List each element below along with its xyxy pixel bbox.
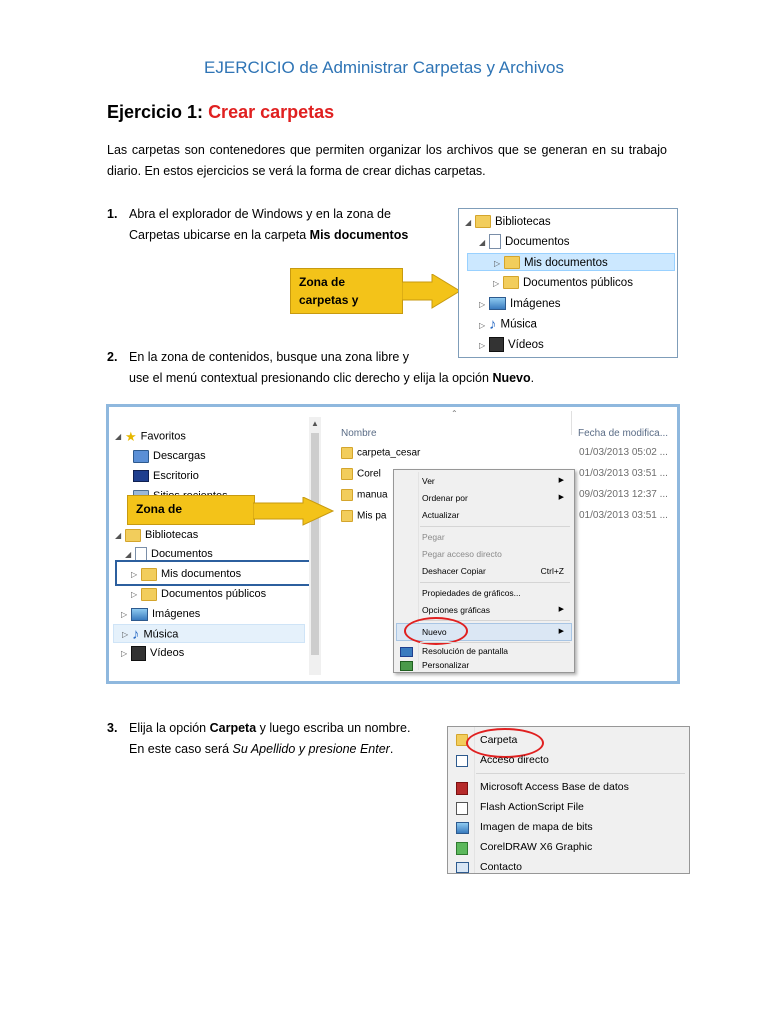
callout-zona-carpetas bbox=[290, 268, 465, 316]
exercise-heading-highlight: Crear carpetas bbox=[208, 102, 335, 122]
expanded-arrow-icon: ◢ bbox=[479, 238, 486, 247]
new-menu-carpeta[interactable]: Carpeta bbox=[480, 734, 518, 746]
file-date: 01/03/2013 03:51 ... bbox=[579, 468, 668, 479]
red-highlight-circle bbox=[404, 617, 468, 645]
menu-item-ordenar-por[interactable]: Ordenar por ▶ bbox=[422, 493, 564, 503]
submenu-arrow-icon: ▶ bbox=[558, 628, 564, 635]
step-2-number: 2. bbox=[107, 350, 118, 364]
step-2-line1: En la zona de contenidos, busque una zona libre y bbox=[129, 350, 410, 364]
step-2-line2: use el menú contextual presionando clic derecho y elija la opción Nuevo. bbox=[129, 371, 535, 385]
nav-favoritos[interactable]: ◢ ★ Favoritos bbox=[115, 429, 186, 444]
scroll-up-icon[interactable]: ▲ bbox=[311, 419, 319, 428]
file-date: 01/03/2013 03:51 ... bbox=[579, 510, 668, 521]
library-folder-icon bbox=[475, 215, 491, 228]
downloads-icon bbox=[133, 450, 149, 463]
folder-icon bbox=[341, 447, 353, 459]
new-menu-contacto[interactable]: Contacto bbox=[480, 861, 523, 873]
folder-icon bbox=[504, 256, 520, 269]
submenu-arrow-icon: ▶ bbox=[558, 477, 564, 484]
step-3-line2: En este caso será Su Apellido y presione Enter. bbox=[129, 742, 394, 756]
exercise-heading-prefix: Ejercicio 1: bbox=[107, 102, 204, 122]
folder-icon bbox=[503, 276, 519, 289]
menu-item-personalizar[interactable]: Personalizar bbox=[422, 660, 470, 670]
step-1-number: 1. bbox=[107, 207, 118, 221]
menu-item-opciones-graficas[interactable]: Opciones gráficas ▶ bbox=[422, 605, 564, 615]
menu-item-deshacer-copiar[interactable]: Deshacer Copiar Ctrl+Z bbox=[422, 566, 564, 576]
menu-item-actualizar[interactable]: Actualizar bbox=[422, 510, 460, 520]
column-divider bbox=[571, 411, 572, 435]
shortcut-label: Ctrl+Z bbox=[540, 566, 564, 576]
sort-up-icon: ⌃ bbox=[451, 409, 458, 418]
nav-imagenes[interactable]: ▷ Imágenes bbox=[121, 608, 201, 620]
nav-videos[interactable]: ▷ Vídeos bbox=[121, 647, 185, 659]
folder-icon bbox=[341, 489, 353, 501]
new-menu-bitmap[interactable]: Imagen de mapa de bits bbox=[480, 821, 593, 833]
nav-descargas[interactable]: Descargas bbox=[133, 447, 206, 466]
collapsed-arrow-icon: ▷ bbox=[494, 259, 501, 268]
submenu-arrow-icon: ▶ bbox=[558, 494, 564, 501]
collapsed-arrow-icon: ▷ bbox=[493, 279, 500, 288]
menu-item-nuevo[interactable]: Nuevo ▶ bbox=[422, 627, 564, 637]
nav-documentos-publicos[interactable]: ▷ Documentos públicos bbox=[131, 588, 267, 600]
tree-item-videos[interactable]: ▷ Vídeos bbox=[479, 336, 544, 355]
callout2-text: Zona de bbox=[127, 495, 255, 525]
file-date: 09/03/2013 12:37 ... bbox=[579, 489, 668, 500]
step-1-line2-text: Carpetas ubicarse en la carpeta bbox=[129, 228, 307, 242]
new-submenu bbox=[447, 726, 690, 874]
collapsed-arrow-icon: ▷ bbox=[479, 320, 486, 330]
file-row[interactable]: manua bbox=[341, 489, 388, 501]
folder-icon bbox=[341, 468, 353, 480]
menu-item-pegar-acceso-directo: Pegar acceso directo bbox=[422, 549, 502, 559]
column-fecha-header[interactable]: Fecha de modifica... bbox=[578, 428, 669, 439]
step-1-line2 bbox=[129, 225, 408, 246]
step-1-line1: Abra el explorador de Windows y en la zona de bbox=[129, 207, 391, 221]
tree-item-imagenes[interactable]: ▷ Imágenes bbox=[479, 295, 561, 314]
expanded-arrow-icon: ◢ bbox=[465, 218, 472, 227]
collapsed-arrow-icon: ▷ bbox=[479, 300, 486, 309]
step-3-line1: Elija la opción Carpeta y luego escriba un nombre. bbox=[129, 721, 411, 735]
nav-bibliotecas[interactable]: ◢ Bibliotecas bbox=[115, 529, 199, 541]
shortcut-icon bbox=[456, 755, 468, 767]
nav-scrollbar[interactable] bbox=[309, 417, 321, 675]
submenu-arrow-icon: ▶ bbox=[558, 606, 564, 613]
desktop-icon bbox=[133, 470, 149, 482]
step-3-number: 3. bbox=[107, 721, 118, 735]
nav-musica[interactable]: ▷ ♪ Música bbox=[113, 624, 305, 643]
collapsed-arrow-icon: ▷ bbox=[479, 341, 486, 350]
menu-item-ver[interactable]: Ver ▶ bbox=[422, 476, 564, 486]
folder-icon bbox=[341, 510, 353, 522]
new-menu-acceso-directo[interactable]: Acceso directo bbox=[480, 754, 549, 766]
step-1 bbox=[107, 204, 457, 248]
nav-mis-documentos[interactable]: ▷ Mis documentos bbox=[131, 568, 242, 580]
arrow-right-icon bbox=[402, 274, 462, 314]
file-row[interactable]: Corel bbox=[341, 468, 381, 480]
folder-icon bbox=[141, 588, 157, 601]
new-menu-flash[interactable]: Flash ActionScript File bbox=[480, 801, 584, 813]
file-row[interactable]: Mis pa bbox=[341, 510, 386, 522]
step-2 bbox=[107, 347, 667, 391]
callout1-line1: Zona de bbox=[299, 275, 346, 289]
explorer-nav-pane bbox=[109, 407, 324, 681]
callout1-line2: carpetas y bbox=[299, 293, 359, 307]
nav-escritorio[interactable]: Escritorio bbox=[133, 467, 199, 486]
step-2-bold: Nuevo bbox=[492, 371, 531, 385]
tree-item-musica[interactable]: ▷ ♪ Música bbox=[479, 316, 537, 333]
callout-zona-contenidos bbox=[127, 495, 337, 539]
personalize-icon bbox=[400, 661, 413, 671]
contact-icon bbox=[456, 862, 469, 873]
new-menu-coreldraw[interactable]: CorelDRAW X6 Graphic bbox=[480, 841, 593, 853]
music-note-icon: ♪ bbox=[132, 626, 140, 643]
folder-tree-panel bbox=[458, 208, 678, 358]
document-icon bbox=[489, 234, 501, 249]
folder-icon bbox=[141, 568, 157, 581]
document-title: EJERCICIO de Administrar Carpetas y Archivos bbox=[204, 58, 564, 77]
bitmap-image-icon bbox=[456, 822, 469, 834]
tree-item-bibliotecas[interactable]: ◢ Bibliotecas bbox=[465, 213, 551, 232]
step-1-line2-bold: Mis documentos bbox=[309, 228, 409, 242]
video-film-icon bbox=[131, 646, 146, 661]
screen-resolution-icon bbox=[400, 647, 413, 657]
pictures-icon bbox=[489, 297, 506, 310]
new-menu-access[interactable]: Microsoft Access Base de datos bbox=[480, 781, 629, 793]
menu-item-pegar: Pegar bbox=[422, 532, 445, 542]
file-row[interactable]: carpeta_cesar bbox=[341, 447, 420, 459]
file-date: 01/03/2013 05:02 ... bbox=[579, 447, 668, 458]
explorer-screenshot bbox=[106, 404, 680, 684]
intro-paragraph: Las carpetas son contenedores que permiten organizar los archivos que se generan en su trabajo diario. En estos ejercicios se verá la forma de crear dichas carpetas. bbox=[107, 143, 667, 178]
music-note-icon: ♪ bbox=[489, 316, 497, 333]
pictures-icon bbox=[131, 608, 148, 621]
flash-file-icon bbox=[456, 802, 468, 815]
step-3 bbox=[107, 718, 427, 762]
context-menu bbox=[393, 469, 575, 673]
tree-item-documentos[interactable]: ◢ Documentos bbox=[479, 233, 570, 252]
scrollbar-thumb[interactable] bbox=[311, 433, 319, 655]
access-database-icon bbox=[456, 782, 468, 795]
coreldraw-icon bbox=[456, 842, 468, 855]
tree-item-mis-documentos[interactable]: ▷ Mis documentos bbox=[467, 253, 675, 271]
menu-item-resolucion[interactable]: Resolución de pantalla bbox=[422, 646, 509, 656]
arrow-right-icon bbox=[253, 497, 335, 531]
star-icon: ★ bbox=[125, 429, 137, 444]
exercise-heading bbox=[107, 102, 334, 123]
nav-documentos[interactable]: ◢ Documentos bbox=[125, 548, 213, 560]
column-nombre-header[interactable]: Nombre bbox=[341, 428, 377, 439]
menu-item-propiedades-graficos[interactable]: Propiedades de gráficos... bbox=[422, 588, 521, 598]
tree-item-documentos-publicos[interactable]: ▷ Documentos públicos bbox=[493, 274, 633, 293]
